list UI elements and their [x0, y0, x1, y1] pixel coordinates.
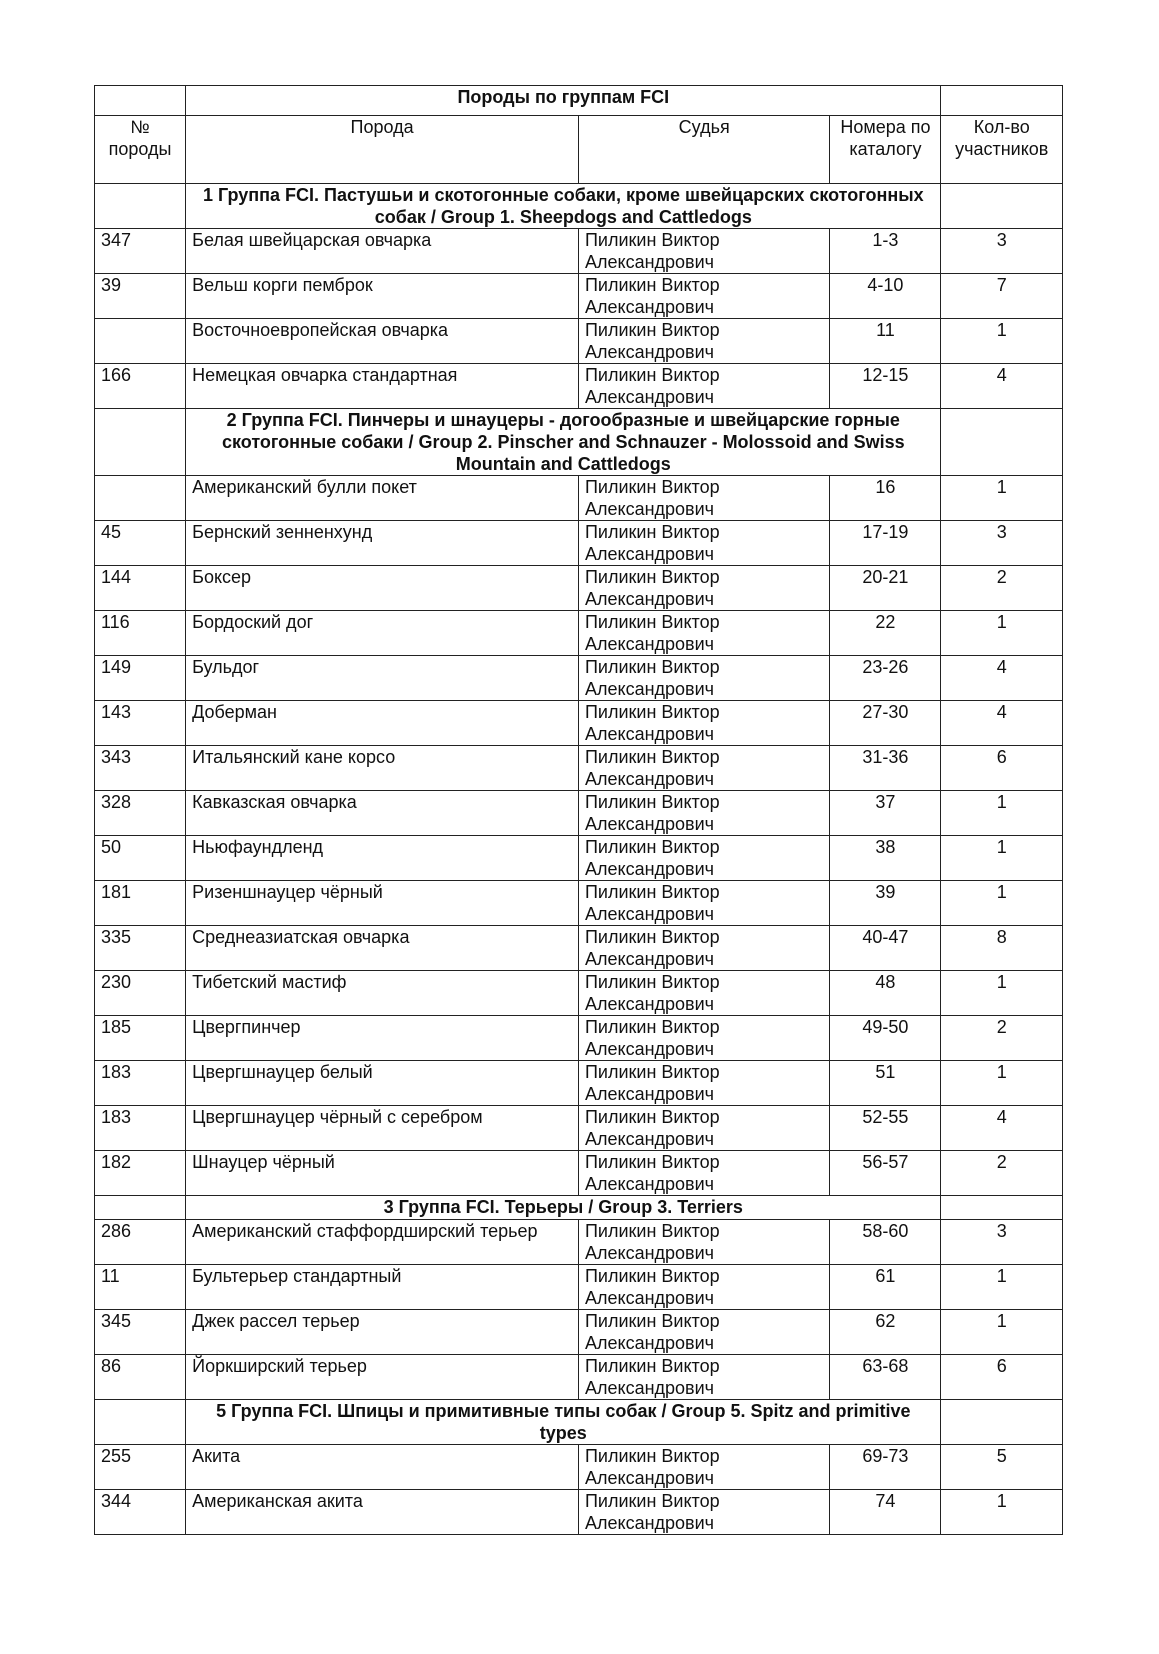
participants-count-cell: 6 [941, 1355, 1063, 1400]
table-row [95, 476, 1063, 521]
group-spacer-right [941, 1400, 1063, 1445]
judge-cell: Пиликин Виктор Александрович [578, 1151, 829, 1196]
judge-cell: Пиликин Виктор Александрович [578, 1310, 829, 1355]
table-row [95, 1016, 1063, 1061]
breed-number-cell: 335 [95, 926, 186, 971]
catalog-numbers-cell: 62 [830, 1310, 941, 1355]
judge-cell: Пиликин Виктор Александрович [578, 1016, 829, 1061]
catalog-numbers-cell: 40-47 [830, 926, 941, 971]
breed-number-cell: 328 [95, 791, 186, 836]
table-row [95, 364, 1063, 409]
group-spacer-right [941, 184, 1063, 229]
group-title: 1 Группа FCI. Пастушьи и скотогонные собаки, кроме швейцарских скотогонных собак / Group 1. Sheepdogs and Cattledogs [186, 184, 941, 229]
breed-name-cell: Ризеншнауцер чёрный [186, 881, 579, 926]
breed-number-cell: 166 [95, 364, 186, 409]
catalog-numbers-cell: 74 [830, 1490, 941, 1535]
breed-name-cell: Цвергшнауцер белый [186, 1061, 579, 1106]
group-spacer-left [95, 1196, 186, 1220]
group-title: 3 Группа FCI. Терьеры / Group 3. Terriers [186, 1196, 941, 1220]
participants-count-cell: 4 [941, 364, 1063, 409]
judge-cell: Пиликин Виктор Александрович [578, 476, 829, 521]
judge-cell: Пиликин Виктор Александрович [578, 701, 829, 746]
breed-number-cell: 343 [95, 746, 186, 791]
catalog-numbers-cell: 63-68 [830, 1355, 941, 1400]
catalog-numbers-cell: 38 [830, 836, 941, 881]
participants-count-cell: 2 [941, 566, 1063, 611]
participants-count-cell: 2 [941, 1016, 1063, 1061]
catalog-numbers-cell: 37 [830, 791, 941, 836]
breed-name-cell: Бульдог [186, 656, 579, 701]
title-spacer-left [95, 86, 186, 116]
participants-count-cell: 1 [941, 1265, 1063, 1310]
judge-cell: Пиликин Виктор Александрович [578, 1106, 829, 1151]
table-row [95, 566, 1063, 611]
breed-number-cell: 183 [95, 1061, 186, 1106]
catalog-numbers-cell: 17-19 [830, 521, 941, 566]
table-row [95, 1106, 1063, 1151]
participants-count-cell: 3 [941, 229, 1063, 274]
participants-count-cell: 3 [941, 521, 1063, 566]
table-row [95, 791, 1063, 836]
group-spacer-right [941, 409, 1063, 476]
page-title: Породы по группам FCI [186, 86, 941, 116]
judge-cell: Пиликин Виктор Александрович [578, 746, 829, 791]
group-title: 5 Группа FCI. Шпицы и примитивные типы собак / Group 5. Spitz and primitive types [186, 1400, 941, 1445]
judge-cell: Пиликин Виктор Александрович [578, 364, 829, 409]
table-row [95, 611, 1063, 656]
breed-name-cell: Шнауцер чёрный [186, 1151, 579, 1196]
header-num: № породы [95, 116, 186, 184]
breed-number-cell: 11 [95, 1265, 186, 1310]
breed-number-cell: 347 [95, 229, 186, 274]
group-row [95, 409, 1063, 476]
breed-number-cell: 144 [95, 566, 186, 611]
participants-count-cell: 1 [941, 791, 1063, 836]
judge-cell: Пиликин Виктор Александрович [578, 521, 829, 566]
catalog-numbers-cell: 12-15 [830, 364, 941, 409]
breed-number-cell: 143 [95, 701, 186, 746]
title-row [95, 86, 1063, 116]
participants-count-cell: 1 [941, 1310, 1063, 1355]
participants-count-cell: 1 [941, 836, 1063, 881]
judge-cell: Пиликин Виктор Александрович [578, 791, 829, 836]
group-row [95, 184, 1063, 229]
header-judge: Судья [578, 116, 829, 184]
catalog-numbers-cell: 22 [830, 611, 941, 656]
judge-cell: Пиликин Виктор Александрович [578, 274, 829, 319]
catalog-numbers-cell: 27-30 [830, 701, 941, 746]
breed-name-cell: Доберман [186, 701, 579, 746]
breed-name-cell: Цвергшнауцер чёрный с серебром [186, 1106, 579, 1151]
breed-name-cell: Американская акита [186, 1490, 579, 1535]
table-row [95, 1220, 1063, 1265]
catalog-numbers-cell: 52-55 [830, 1106, 941, 1151]
judge-cell: Пиликин Виктор Александрович [578, 1445, 829, 1490]
judge-cell: Пиликин Виктор Александрович [578, 971, 829, 1016]
breed-name-cell: Американский стаффордширский терьер [186, 1220, 579, 1265]
breed-name-cell: Акита [186, 1445, 579, 1490]
participants-count-cell: 8 [941, 926, 1063, 971]
judge-cell: Пиликин Виктор Александрович [578, 1355, 829, 1400]
group-spacer-right [941, 1196, 1063, 1220]
breed-name-cell: Белая швейцарская овчарка [186, 229, 579, 274]
catalog-numbers-cell: 20-21 [830, 566, 941, 611]
judge-cell: Пиликин Виктор Александрович [578, 611, 829, 656]
judge-cell: Пиликин Виктор Александрович [578, 1220, 829, 1265]
table-row [95, 1265, 1063, 1310]
breed-number-cell [95, 476, 186, 521]
breed-number-cell [95, 319, 186, 364]
participants-count-cell: 3 [941, 1220, 1063, 1265]
breed-number-cell: 185 [95, 1016, 186, 1061]
breed-name-cell: Боксер [186, 566, 579, 611]
table-row [95, 1151, 1063, 1196]
judge-cell: Пиликин Виктор Александрович [578, 926, 829, 971]
breed-name-cell: Тибетский мастиф [186, 971, 579, 1016]
breed-name-cell: Американский булли покет [186, 476, 579, 521]
catalog-numbers-cell: 23-26 [830, 656, 941, 701]
breed-name-cell: Кавказская овчарка [186, 791, 579, 836]
catalog-numbers-cell: 39 [830, 881, 941, 926]
catalog-numbers-cell: 4-10 [830, 274, 941, 319]
title-spacer-right [941, 86, 1063, 116]
participants-count-cell: 4 [941, 701, 1063, 746]
header-count: Кол-во участников [941, 116, 1063, 184]
table-row [95, 521, 1063, 566]
participants-count-cell: 5 [941, 1445, 1063, 1490]
catalog-numbers-cell: 1-3 [830, 229, 941, 274]
judge-cell: Пиликин Виктор Александрович [578, 1061, 829, 1106]
group-spacer-left [95, 1400, 186, 1445]
participants-count-cell: 6 [941, 746, 1063, 791]
participants-count-cell: 1 [941, 1490, 1063, 1535]
breed-number-cell: 286 [95, 1220, 186, 1265]
table-row [95, 746, 1063, 791]
breed-name-cell: Итальянский кане корсо [186, 746, 579, 791]
group-row [95, 1400, 1063, 1445]
table-row [95, 881, 1063, 926]
catalog-numbers-cell: 49-50 [830, 1016, 941, 1061]
breed-name-cell: Бультерьер стандартный [186, 1265, 579, 1310]
table-row [95, 229, 1063, 274]
participants-count-cell: 1 [941, 1061, 1063, 1106]
participants-count-cell: 4 [941, 1106, 1063, 1151]
breed-number-cell: 50 [95, 836, 186, 881]
breed-name-cell: Среднеазиатская овчарка [186, 926, 579, 971]
table-row [95, 701, 1063, 746]
breed-number-cell: 345 [95, 1310, 186, 1355]
breed-number-cell: 45 [95, 521, 186, 566]
breed-name-cell: Джек рассел терьер [186, 1310, 579, 1355]
breed-name-cell: Вельш корги пемброк [186, 274, 579, 319]
catalog-numbers-cell: 56-57 [830, 1151, 941, 1196]
catalog-numbers-cell: 69-73 [830, 1445, 941, 1490]
breed-number-cell: 255 [95, 1445, 186, 1490]
table-row [95, 1355, 1063, 1400]
breed-number-cell: 149 [95, 656, 186, 701]
catalog-numbers-cell: 16 [830, 476, 941, 521]
participants-count-cell: 1 [941, 971, 1063, 1016]
participants-count-cell: 7 [941, 274, 1063, 319]
table-row [95, 836, 1063, 881]
judge-cell: Пиликин Виктор Александрович [578, 836, 829, 881]
breeds-table [94, 85, 1063, 1535]
judge-cell: Пиликин Виктор Александрович [578, 881, 829, 926]
participants-count-cell: 4 [941, 656, 1063, 701]
catalog-numbers-cell: 48 [830, 971, 941, 1016]
catalog-numbers-cell: 51 [830, 1061, 941, 1106]
table-row [95, 1445, 1063, 1490]
breed-number-cell: 182 [95, 1151, 186, 1196]
breed-name-cell: Йоркширский терьер [186, 1355, 579, 1400]
participants-count-cell: 1 [941, 881, 1063, 926]
breed-number-cell: 39 [95, 274, 186, 319]
participants-count-cell: 2 [941, 1151, 1063, 1196]
judge-cell: Пиликин Виктор Александрович [578, 1265, 829, 1310]
catalog-numbers-cell: 11 [830, 319, 941, 364]
breed-name-cell: Немецкая овчарка стандартная [186, 364, 579, 409]
breed-name-cell: Ньюфаундленд [186, 836, 579, 881]
table-row [95, 656, 1063, 701]
judge-cell: Пиликин Виктор Александрович [578, 566, 829, 611]
table-row [95, 926, 1063, 971]
header-row [95, 116, 1063, 184]
table-row [95, 1310, 1063, 1355]
table-row [95, 319, 1063, 364]
participants-count-cell: 1 [941, 319, 1063, 364]
breed-number-cell: 183 [95, 1106, 186, 1151]
table-row [95, 971, 1063, 1016]
breed-number-cell: 181 [95, 881, 186, 926]
judge-cell: Пиликин Виктор Александрович [578, 319, 829, 364]
judge-cell: Пиликин Виктор Александрович [578, 1490, 829, 1535]
catalog-numbers-cell: 31-36 [830, 746, 941, 791]
participants-count-cell: 1 [941, 611, 1063, 656]
breed-name-cell: Бернский зенненхунд [186, 521, 579, 566]
table-row [95, 274, 1063, 319]
judge-cell: Пиликин Виктор Александрович [578, 656, 829, 701]
group-title: 2 Группа FCI. Пинчеры и шнауцеры - догообразные и швейцарские горные скотогонные собаки / Group 2. Pinscher and Schnauzer - Molossoid and Swiss Mountain and Cattledogs [186, 409, 941, 476]
header-catalog: Номера по каталогу [830, 116, 941, 184]
breed-name-cell: Бордоский дог [186, 611, 579, 656]
breed-number-cell: 116 [95, 611, 186, 656]
breed-number-cell: 230 [95, 971, 186, 1016]
breed-number-cell: 86 [95, 1355, 186, 1400]
table-row [95, 1061, 1063, 1106]
breed-name-cell: Цвергпинчер [186, 1016, 579, 1061]
group-row [95, 1196, 1063, 1220]
table-row [95, 1490, 1063, 1535]
participants-count-cell: 1 [941, 476, 1063, 521]
group-spacer-left [95, 409, 186, 476]
group-spacer-left [95, 184, 186, 229]
catalog-numbers-cell: 61 [830, 1265, 941, 1310]
header-breed: Порода [186, 116, 579, 184]
breed-name-cell: Восточноевропейская овчарка [186, 319, 579, 364]
breed-number-cell: 344 [95, 1490, 186, 1535]
judge-cell: Пиликин Виктор Александрович [578, 229, 829, 274]
catalog-numbers-cell: 58-60 [830, 1220, 941, 1265]
